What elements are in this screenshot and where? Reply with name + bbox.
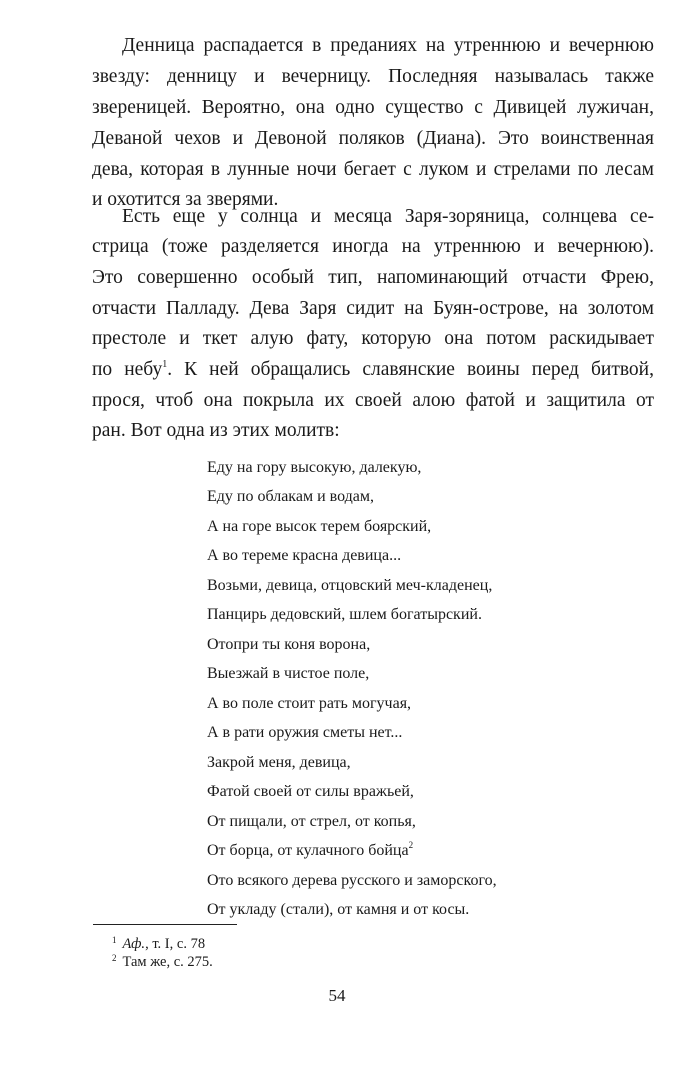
verse-line: От укладу (стали), от камня и от косы. (207, 901, 470, 918)
text-line: стрица (тоже разделяется иногда на утреннюю и вечернюю). (92, 236, 654, 257)
verse-line: Выезжай в чистое поле, (207, 665, 370, 682)
verse-line: А на горе высок терем боярский, (207, 518, 432, 535)
verse-line: А во поле стоит рать могучая, (207, 695, 412, 712)
text-line: звереницей. Вероятно, она одно существо с Дивицей лужичан, (92, 97, 654, 118)
text-span: по небу (92, 359, 163, 380)
footnote-2 (112, 949, 213, 971)
text-span: От борца, от кулачного бойца (207, 842, 409, 859)
verse-line: Отопри ты коня ворона, (207, 636, 371, 653)
text-line: прося, чтоб она покрыла их своей алою фатой и защитила от (92, 390, 654, 411)
page-number: 54 (328, 986, 346, 1005)
footnote-divider (93, 924, 237, 925)
footnote-source: Аф. (122, 936, 146, 952)
text-line: Есть еще у солнца и месяца Заря-зоряница, солнцева се- (122, 206, 654, 227)
text-line: престоле и ткет алую фату, которую она потом раскидывает (92, 328, 654, 349)
text-line: Денница распадается в преданиях на утреннюю и вечернюю (122, 35, 654, 56)
verse-line (207, 841, 413, 861)
verse-line: Еду на гору высокую, далекую, (207, 459, 422, 476)
text-line: отчасти Палладу. Дева Заря сидит на Буян-острове, на золотом (92, 298, 654, 319)
text-line: Деваной чехов и Девоной поляков (Диана). Это воинственная (92, 128, 654, 149)
verse-line: А во тереме красна девица... (207, 547, 402, 564)
footnote-text: , т. I, с. 78 (145, 936, 206, 952)
text-span: . К ней обращались славянские воины перед битвой, (167, 359, 654, 380)
verse-line: Панцирь дедовский, шлем богатырский. (207, 606, 482, 623)
footnote-ref[interactable]: 1 (162, 359, 168, 370)
verse-line: От пищали, от стрел, от копья, (207, 813, 416, 830)
text-line: звезду: денницу и вечерницу. Последняя называлась также (92, 66, 654, 87)
text-line: Это совершенно особый тип, напоминающий отчасти Фрею, (92, 267, 654, 288)
text-line (92, 358, 654, 382)
text-line: и охотится за зверями. (92, 189, 279, 210)
verse-line: Еду по облакам и водам, (207, 488, 374, 505)
verse-line: А в рати оружия сметы нет... (207, 724, 403, 741)
verse-line: Ото всякого дерева русского и заморского, (207, 872, 497, 889)
footnote-ref[interactable]: 2 (408, 840, 414, 850)
footnote-number: 2 (112, 953, 117, 963)
footnote-number: 1 (112, 935, 117, 945)
verse-line: Закрой меня, девица, (207, 754, 351, 771)
verse-line: Возьми, девица, отцовский меч-кладенец, (207, 577, 493, 594)
text-line: дева, которая в лунные ночи бегает с луком и стрелами по лесам (92, 159, 654, 180)
verse-line: Фатой своей от силы вражьей, (207, 783, 414, 800)
footnote-text: Там же, с. 275. (122, 954, 213, 970)
text-line: ран. Вот одна из этих молитв: (92, 420, 340, 441)
